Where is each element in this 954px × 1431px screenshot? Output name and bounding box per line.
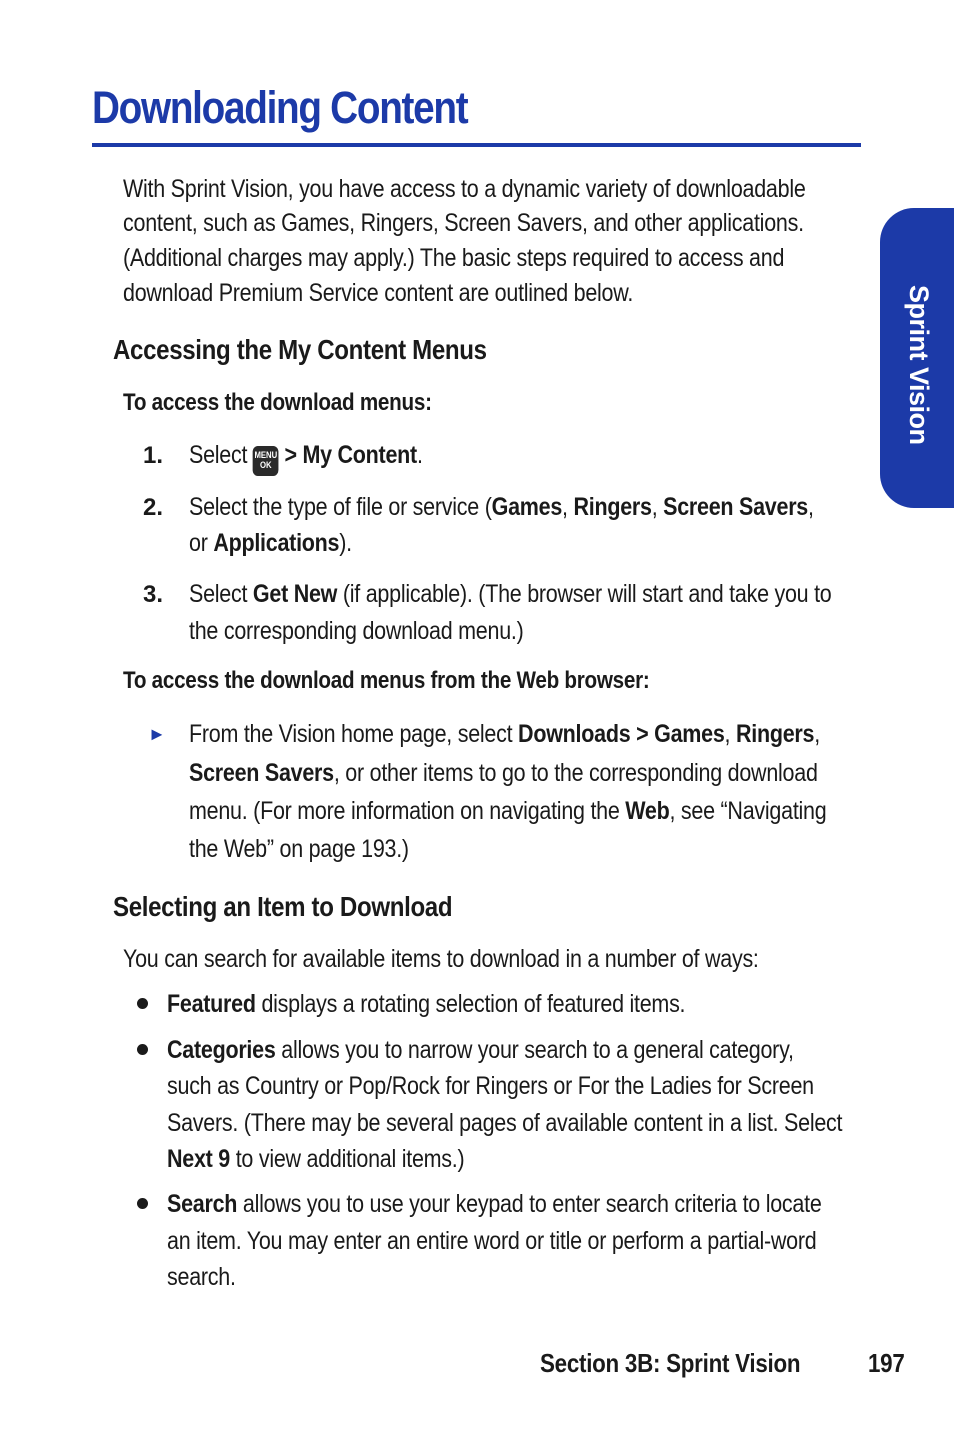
intro-line-4: download Premium Service content are outlined below. xyxy=(123,279,634,307)
web-sep1: , xyxy=(724,720,736,748)
step-1-pre: Select xyxy=(189,441,253,469)
step-2-games: Games xyxy=(491,493,563,521)
section-tab-label: Sprint Vision xyxy=(904,285,934,445)
page-number: 197 xyxy=(868,1348,905,1378)
step-1-text xyxy=(189,438,423,476)
step-1-number: 1. xyxy=(143,442,164,469)
step-3-number: 3. xyxy=(143,581,164,608)
web-line-2 xyxy=(189,756,818,791)
step-3-l1-post: (if applicable). (The browser will start and take you to xyxy=(337,580,832,608)
categories-line-1 xyxy=(167,1033,794,1068)
step-2-number: 2. xyxy=(143,494,164,521)
categories-l4-post: to view additional items.) xyxy=(229,1145,465,1173)
arrow-bullet-icon: ► xyxy=(148,724,166,744)
intro-line-1: With Sprint Vision, you have access to a dynamic variety of downloadable xyxy=(123,175,806,203)
categories-line-2: such as Country or Pop/Rock for Ringers or For the Ladies for Screen xyxy=(167,1072,814,1100)
menu-key-bottom: OK xyxy=(260,460,272,470)
step-2-line-2 xyxy=(189,526,352,561)
featured-term: Featured xyxy=(167,990,256,1018)
step-2-line-1 xyxy=(189,490,814,525)
web-l3-pre: menu. (For more information on navigating the xyxy=(189,797,626,825)
section2-intro: You can search for available items to download in a number of ways: xyxy=(123,945,759,973)
search-line-1 xyxy=(167,1187,822,1222)
step-2-ringers: Ringers xyxy=(573,493,652,521)
menu-key-top: MENU xyxy=(254,450,278,460)
step-1-my-content: > My Content xyxy=(278,441,417,469)
step-2-applications: Applications xyxy=(213,529,340,557)
section-heading-accessing: Accessing the My Content Menus xyxy=(113,334,487,365)
search-line-3: search. xyxy=(167,1263,236,1291)
web-screen-savers: Screen Savers xyxy=(189,759,334,787)
featured-text: displays a rotating selection of featured items. xyxy=(255,990,686,1018)
footer-section: Section 3B: Sprint Vision xyxy=(540,1348,801,1378)
web-l3-post: , see “Navigating xyxy=(669,797,827,825)
step-2-screen-savers: Screen Savers xyxy=(663,493,809,521)
subheading-web-browser: To access the download menus from the Web browser: xyxy=(123,667,650,694)
menu-ok-key-icon xyxy=(253,446,279,476)
web-downloads-games: Downloads > Games xyxy=(518,720,725,748)
step-1-post: . xyxy=(416,441,423,469)
web-line-3 xyxy=(189,794,826,829)
bullet-featured xyxy=(137,998,148,1009)
step-3-pre: Select xyxy=(189,580,253,608)
step-2-or: or xyxy=(189,529,214,557)
step-2-sep2: , xyxy=(651,493,664,521)
step-2-sep1: , xyxy=(562,493,574,521)
bullet-categories xyxy=(137,1044,148,1055)
search-term: Search xyxy=(167,1190,238,1218)
categories-l1-post: allows you to narrow your search to a general category, xyxy=(275,1036,794,1064)
featured-line xyxy=(167,987,685,1022)
search-line-2: an item. You may enter an entire word or title or perform a partial-word xyxy=(167,1227,817,1255)
web-l2-post: , or other items to go to the corresponding download xyxy=(333,759,818,787)
step-2-l1-post: , xyxy=(808,493,814,521)
web-web: Web xyxy=(625,797,670,825)
categories-next-9: Next 9 xyxy=(167,1145,230,1173)
title-divider xyxy=(92,143,861,147)
subheading-access-menus: To access the download menus: xyxy=(123,389,432,416)
search-l1-post: allows you to use your keypad to enter search criteria to locate xyxy=(237,1190,822,1218)
web-line-4: the Web” on page 193.) xyxy=(189,835,409,863)
bullet-search xyxy=(137,1198,148,1209)
step-3-get-new: Get New xyxy=(252,580,338,608)
categories-line-4 xyxy=(167,1142,464,1177)
intro-line-2: content, such as Games, Ringers, Screen Savers, and other applications. xyxy=(123,209,804,237)
categories-term: Categories xyxy=(167,1036,276,1064)
web-l1-post: , xyxy=(814,720,820,748)
section-heading-selecting: Selecting an Item to Download xyxy=(113,891,453,922)
step-3-line-2: the corresponding download menu.) xyxy=(189,617,524,645)
web-pre: From the Vision home page, select xyxy=(189,720,519,748)
page-title: Downloading Content xyxy=(92,82,468,133)
web-ringers: Ringers xyxy=(735,720,815,748)
step-2-pre: Select the type of file or service ( xyxy=(189,493,492,521)
step-2-l2-post: ). xyxy=(339,529,352,557)
web-line-1 xyxy=(189,717,820,752)
intro-line-3: (Additional charges may apply.) The basic steps required to access and xyxy=(123,244,785,272)
step-3-line-1 xyxy=(189,577,832,612)
categories-line-3: Savers. (There may be several pages of available content in a list. Select xyxy=(167,1109,843,1137)
